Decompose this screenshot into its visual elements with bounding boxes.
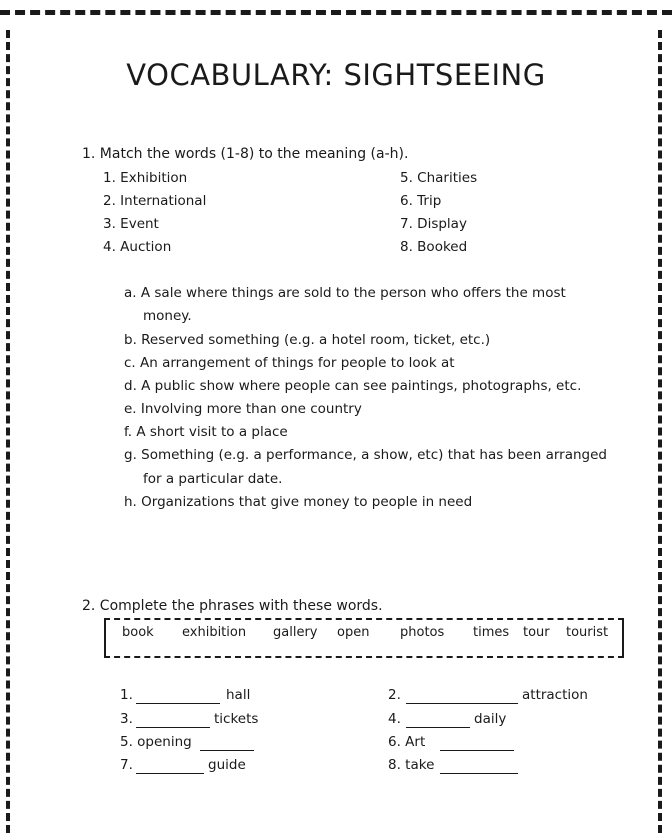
meaning-item-continued: for a particular date. — [143, 471, 283, 487]
meaning-item: e. Involving more than one country — [124, 401, 362, 417]
word-item: 3. Event — [103, 216, 159, 232]
meaning-item: a. A sale where things are sold to the person who offers the most — [124, 285, 566, 301]
phrase-word: guide — [208, 757, 246, 773]
meaning-item: g. Something (e.g. a performance, a show, etc) that has been arranged — [124, 447, 607, 463]
word-item: 6. Trip — [400, 193, 442, 209]
phrase-word: daily — [474, 711, 507, 727]
exercise2-instruction: 2. Complete the phrases with these words. — [82, 598, 383, 614]
meaning-item: c. An arrangement of things for people to look at — [124, 355, 455, 371]
word-bank-item: exhibition — [182, 625, 247, 640]
phrase-number: 1. — [120, 687, 133, 703]
meaning-item-continued: money. — [143, 308, 192, 324]
answer-blank[interactable] — [136, 703, 220, 704]
meaning-item: h. Organizations that give money to people in need — [124, 494, 473, 510]
word-bank-item: photos — [400, 625, 445, 640]
answer-blank[interactable] — [406, 703, 518, 704]
word-bank-item: times — [473, 625, 510, 640]
dashed-border-left — [6, 30, 10, 833]
word-bank-item: book — [122, 625, 154, 640]
phrase-number: 7. — [120, 757, 133, 773]
phrase-word: hall — [226, 687, 251, 703]
answer-blank[interactable] — [406, 727, 470, 728]
dashed-border-top — [0, 10, 672, 15]
phrase-word: 6. Art — [388, 734, 426, 750]
page-title: VOCABULARY: SIGHTSEEING — [126, 58, 546, 92]
word-item: 1. Exhibition — [103, 170, 188, 186]
phrase-word: 5. opening — [120, 734, 192, 750]
phrase-word: attraction — [522, 687, 588, 703]
word-item: 5. Charities — [400, 170, 478, 186]
phrase-number: 3. — [120, 711, 133, 727]
answer-blank[interactable] — [136, 773, 204, 774]
meaning-item: b. Reserved something (e.g. a hotel room, ticket, etc.) — [124, 332, 491, 348]
word-bank-item: tourist — [566, 625, 609, 640]
answer-blank[interactable] — [440, 750, 514, 751]
phrase-word: tickets — [214, 711, 259, 727]
answer-blank[interactable] — [200, 750, 254, 751]
phrase-number: 4. — [388, 711, 401, 727]
dashed-border-right — [658, 30, 662, 833]
phrase-number: 2. — [388, 687, 401, 703]
answer-blank[interactable] — [440, 773, 518, 774]
word-bank-item: tour — [523, 625, 550, 640]
phrase-word: 8. take — [388, 757, 435, 773]
word-bank-item: gallery — [273, 625, 318, 640]
exercise1-instruction: 1. Match the words (1-8) to the meaning (a-h). — [82, 146, 409, 162]
word-item: 7. Display — [400, 216, 467, 232]
meaning-item: f. A short visit to a place — [124, 424, 288, 440]
word-bank-item: open — [337, 625, 370, 640]
meaning-item: d. A public show where people can see paintings, photographs, etc. — [124, 378, 582, 394]
word-item: 2. International — [103, 193, 207, 209]
word-item: 4. Auction — [103, 239, 172, 255]
word-item: 8. Booked — [400, 239, 468, 255]
answer-blank[interactable] — [136, 727, 210, 728]
